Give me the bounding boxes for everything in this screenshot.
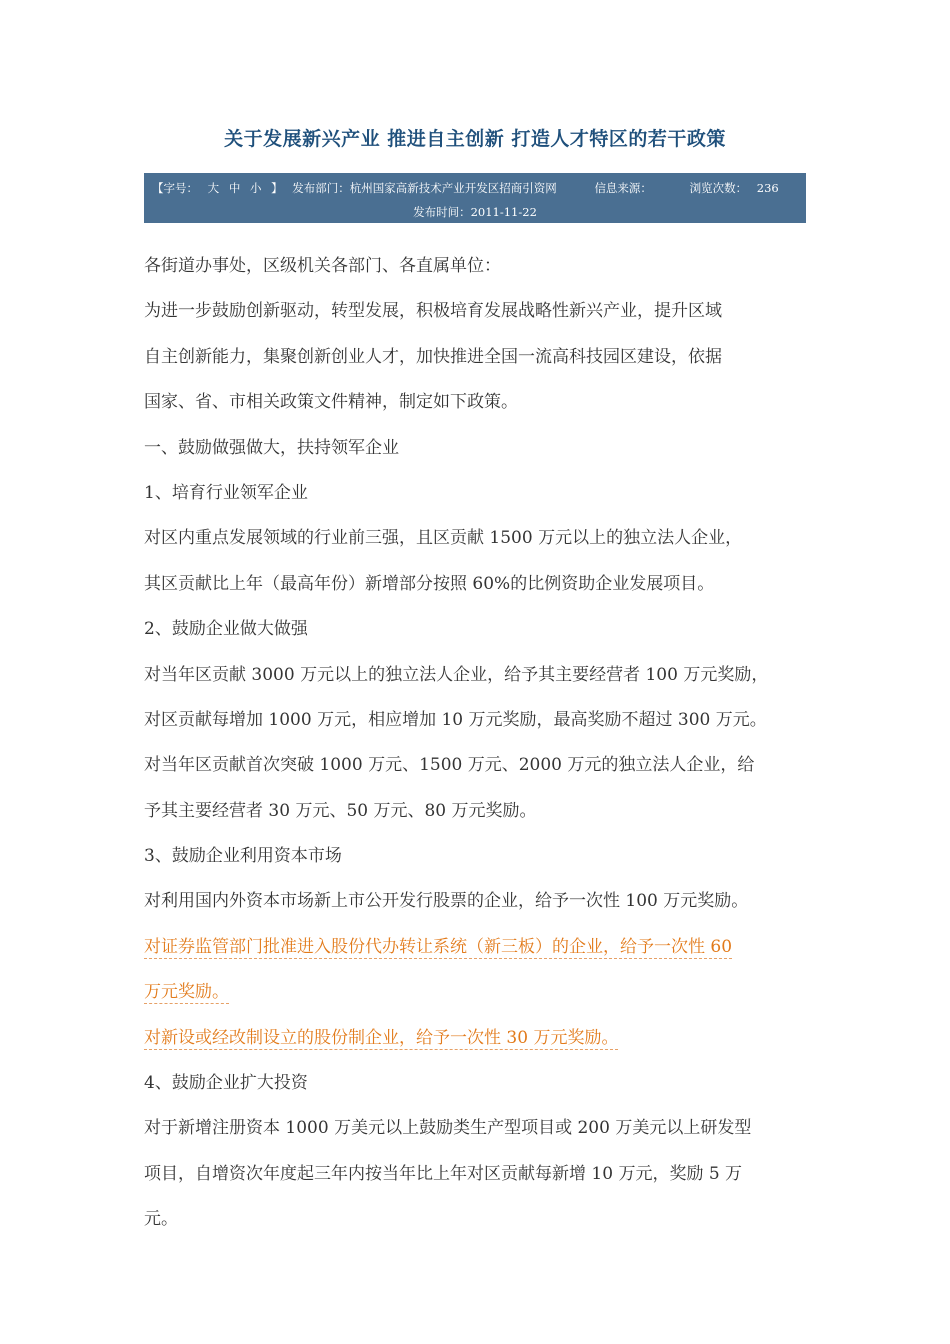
subsection-heading: 4、鼓励企业扩大投资 xyxy=(144,1073,308,1094)
body-line: 元。 xyxy=(144,1209,178,1230)
body-line: 对区贡献每增加 1000 万元，相应增加 10 万元奖励，最高奖励不超过 300 万元。 xyxy=(144,709,767,730)
page-title: 关于发展新兴产业 推进自主创新 打造人才特区的若干政策 xyxy=(224,128,726,150)
font-size-medium-link[interactable]: 中 xyxy=(228,181,241,195)
font-size-bracket: 】 xyxy=(271,181,283,195)
font-size-small-link[interactable]: 小 xyxy=(249,181,262,195)
highlighted-line xyxy=(144,1016,824,1061)
subsection-heading: 3、鼓励企业利用资本市场 xyxy=(144,846,342,867)
views-count: 236 xyxy=(756,181,779,195)
font-size-label: 【字号： xyxy=(152,181,198,195)
body-line: 为进一步鼓励创新驱动，转型发展，积极培育发展战略性新兴产业，提升区域 xyxy=(144,301,722,322)
highlighted-text: 对新设或经改制设立的股份制企业，给予一次性 30 万元奖励。 xyxy=(144,1027,619,1048)
section-heading: 一、鼓励做强做大，扶持领军企业 xyxy=(144,437,399,458)
info-source: 信息来源： xyxy=(594,181,652,195)
publish-time: 发布时间：2011-11-22 xyxy=(413,205,537,219)
body-line: 对于新增注册资本 1000 万美元以上鼓励类生产型项目或 200 万美元以上研发型 xyxy=(144,1118,752,1139)
subsection-heading: 2、鼓励企业做大做强 xyxy=(144,619,308,640)
body-line: 自主创新能力，集聚创新创业人才，加快推进全国一流高科技园区建设，依据 xyxy=(144,346,722,367)
article-body xyxy=(144,244,824,1243)
body-line: 对区内重点发展领域的行业前三强，且区贡献 1500 万元以上的独立法人企业， xyxy=(144,528,743,549)
body-line: 对利用国内外资本市场新上市公开发行股票的企业，给予一次性 100 万元奖励。 xyxy=(144,891,749,912)
subsection-heading: 1、培育行业领军企业 xyxy=(144,482,308,503)
body-line: 项目，自增资次年度起三年内按当年比上年对区贡献每新增 10 万元，奖励 5 万 xyxy=(144,1163,743,1184)
body-line: 国家、省、市相关政策文件精神，制定如下政策。 xyxy=(144,392,518,413)
views-label: 浏览次数： xyxy=(689,181,748,195)
highlighted-text: 对证券监管部门批准进入股份代办转让系统（新三板）的企业，给予一次性 60 xyxy=(144,936,733,957)
info-row-top xyxy=(152,180,798,196)
highlighted-line xyxy=(144,970,824,1015)
article-info-bar xyxy=(144,173,806,223)
body-line: 对当年区贡献首次突破 1000 万元、1500 万元、2000 万元的独立法人企业，给 xyxy=(144,755,755,776)
salutation-line: 各街道办事处，区级机关各部门、各直属单位： xyxy=(144,256,501,276)
body-line: 对当年区贡献 3000 万元以上的独立法人企业，给予其主要经营者 100 万元奖励， xyxy=(144,664,769,685)
body-line: 其区贡献比上年（最高年份）新增部分按照 60%的比例资助企业发展项目。 xyxy=(144,573,715,594)
body-line: 予其主要经营者 30 万元、50 万元、80 万元奖励。 xyxy=(144,800,537,821)
highlighted-line xyxy=(144,925,824,970)
publish-department: 发布部门：杭州国家高新技术产业开发区招商引资网 xyxy=(292,181,557,195)
font-size-large-link[interactable]: 大 xyxy=(207,181,220,195)
highlighted-text: 万元奖励。 xyxy=(144,982,229,1003)
